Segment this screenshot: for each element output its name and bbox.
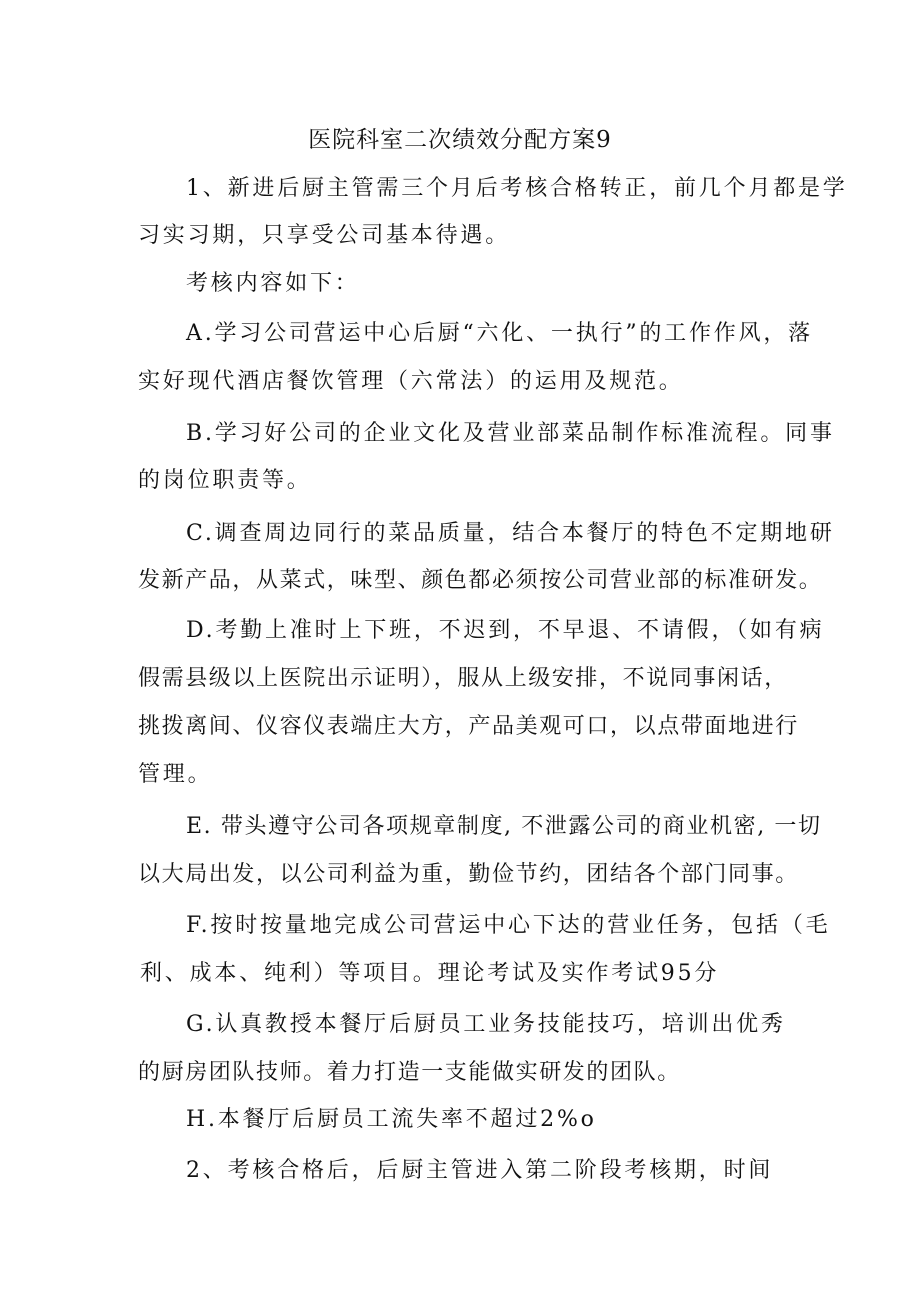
paragraph-line: 实好现代酒店餐饮管理（六常法）的运用及规范。 — [138, 369, 684, 394]
paragraph-line: E. 带头遵守公司各项规章制度, 不泄露公司的商业机密, 一切 — [186, 814, 822, 839]
paragraph-line: C.调查周边同行的菜品质量，结合本餐厅的特色不定期地研 — [186, 521, 835, 546]
paragraph-line: 的厨房团队技师。着力打造一支能做实研发的团队。 — [138, 1060, 681, 1085]
paragraph-line: 利、成本、纯利）等项目。理论考试及实作考试95分 — [140, 961, 720, 986]
paragraph-line: H.本餐厅后厨员工流失率不超过2%o — [186, 1107, 597, 1132]
paragraph-line: 的岗位职责等。 — [138, 468, 312, 493]
paragraph-line: 2、考核合格后，后厨主管进入第二阶段考核期，时间 — [186, 1158, 774, 1183]
paragraph-line: F.按时按量地完成公司营运中心下达的营业任务，包括（毛 — [186, 913, 831, 938]
paragraph-line: 考核内容如下： — [186, 271, 360, 296]
paragraph-line: 假需县级以上医院出示证明），服从上级安排，不说同事闲话， — [138, 666, 788, 691]
paragraph-line: 发新产品，从菜式，味型、颜色都必须按公司营业部的标准研发。 — [138, 568, 823, 593]
paragraph-line: B.学习好公司的企业文化及营业部菜品制作标准流程。同事 — [186, 421, 835, 446]
paragraph-line: D.考勤上准时上下班，不迟到，不早退、不请假，（如有病 — [186, 618, 825, 643]
paragraph-line: 以大局出发，以公司利益为重，勤俭节约，团结各个部门同事。 — [138, 862, 799, 887]
paragraph-line: 1、新进后厨主管需三个月后考核合格转正，前几个月都是学 — [186, 176, 848, 201]
paragraph-line: G.认真教授本餐厅后厨员工业务技能技巧，培训出优秀 — [186, 1012, 786, 1037]
paragraph-line: A.学习公司营运中心后厨“六化、一执行”的工作作风，落 — [186, 321, 813, 346]
paragraph-line: 挑拨离间、仪容仪表端庄大方，产品美观可口，以点带面地进行 — [138, 714, 799, 739]
paragraph-line: 管理。 — [138, 762, 213, 787]
paragraph-line: 习实习期，只享受公司基本待遇。 — [138, 223, 511, 248]
document-title: 医院科室二次绩效分配方案9 — [308, 127, 612, 153]
